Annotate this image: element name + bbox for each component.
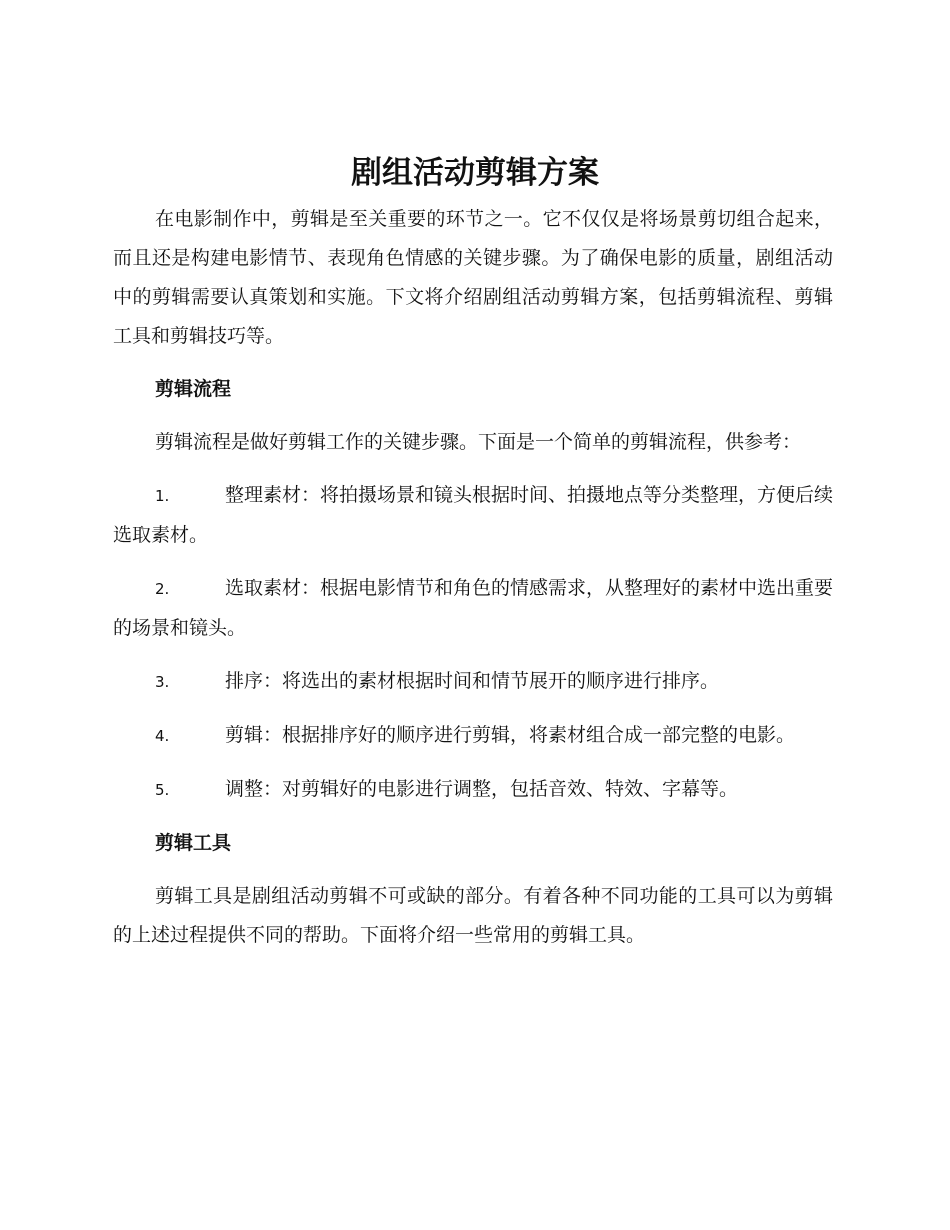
list-item-text: 整理素材：将拍摄场景和镜头根据时间、拍摄地点等分类整理，方便后续选取素材。 — [113, 484, 834, 546]
list-item-text: 选取素材：根据电影情节和角色的情感需求，从整理好的素材中选出重要的场景和镜头。 — [113, 577, 834, 639]
list-number: 1. — [155, 487, 170, 505]
editing-process-paragraph: 剪辑流程是做好剪辑工作的关键步骤。下面是一个简单的剪辑流程，供参考： — [155, 431, 802, 453]
list-item — [113, 716, 833, 756]
list-item-text: 调整：对剪辑好的电影进行调整，包括音效、特效、字幕等。 — [225, 778, 739, 800]
editing-tools-paragraph: 剪辑工具是剧组活动剪辑不可或缺的部分。有着各种不同功能的工具可以为剪辑的上述过程提供不同的帮助。下面将介绍一些常用的剪辑工具。 — [113, 885, 833, 946]
list-number: 5. — [155, 781, 170, 799]
document-title: 剧组活动剪辑方案 — [351, 155, 599, 191]
section-heading-editing-tools: 剪辑工具 — [155, 832, 232, 854]
list-item — [113, 662, 833, 702]
list-item — [113, 569, 833, 648]
list-number: 4. — [155, 727, 170, 745]
intro-paragraph: 在电影制作中，剪辑是至关重要的环节之一。它不仅仅是将场景剪切组合起来，而且还是构建电影情节、表现角色情感的关键步骤。为了确保电影的质量，剧组活动中的剪辑需要认真策划和实施。下文将介绍剧组活动剪辑方案，包括剪辑流程、剪辑工具和剪辑技巧等。 — [113, 208, 833, 347]
list-number: 2. — [155, 580, 170, 598]
list-item — [113, 770, 833, 810]
list-item — [113, 476, 833, 555]
document-body — [113, 200, 833, 969]
list-item-text: 排序：将选出的素材根据时间和情节展开的顺序进行排序。 — [225, 670, 720, 692]
list-number: 3. — [155, 673, 170, 691]
list-item-text: 剪辑：根据排序好的顺序进行剪辑，将素材组合成一部完整的电影。 — [225, 724, 796, 746]
section-heading-editing-process: 剪辑流程 — [155, 378, 232, 400]
